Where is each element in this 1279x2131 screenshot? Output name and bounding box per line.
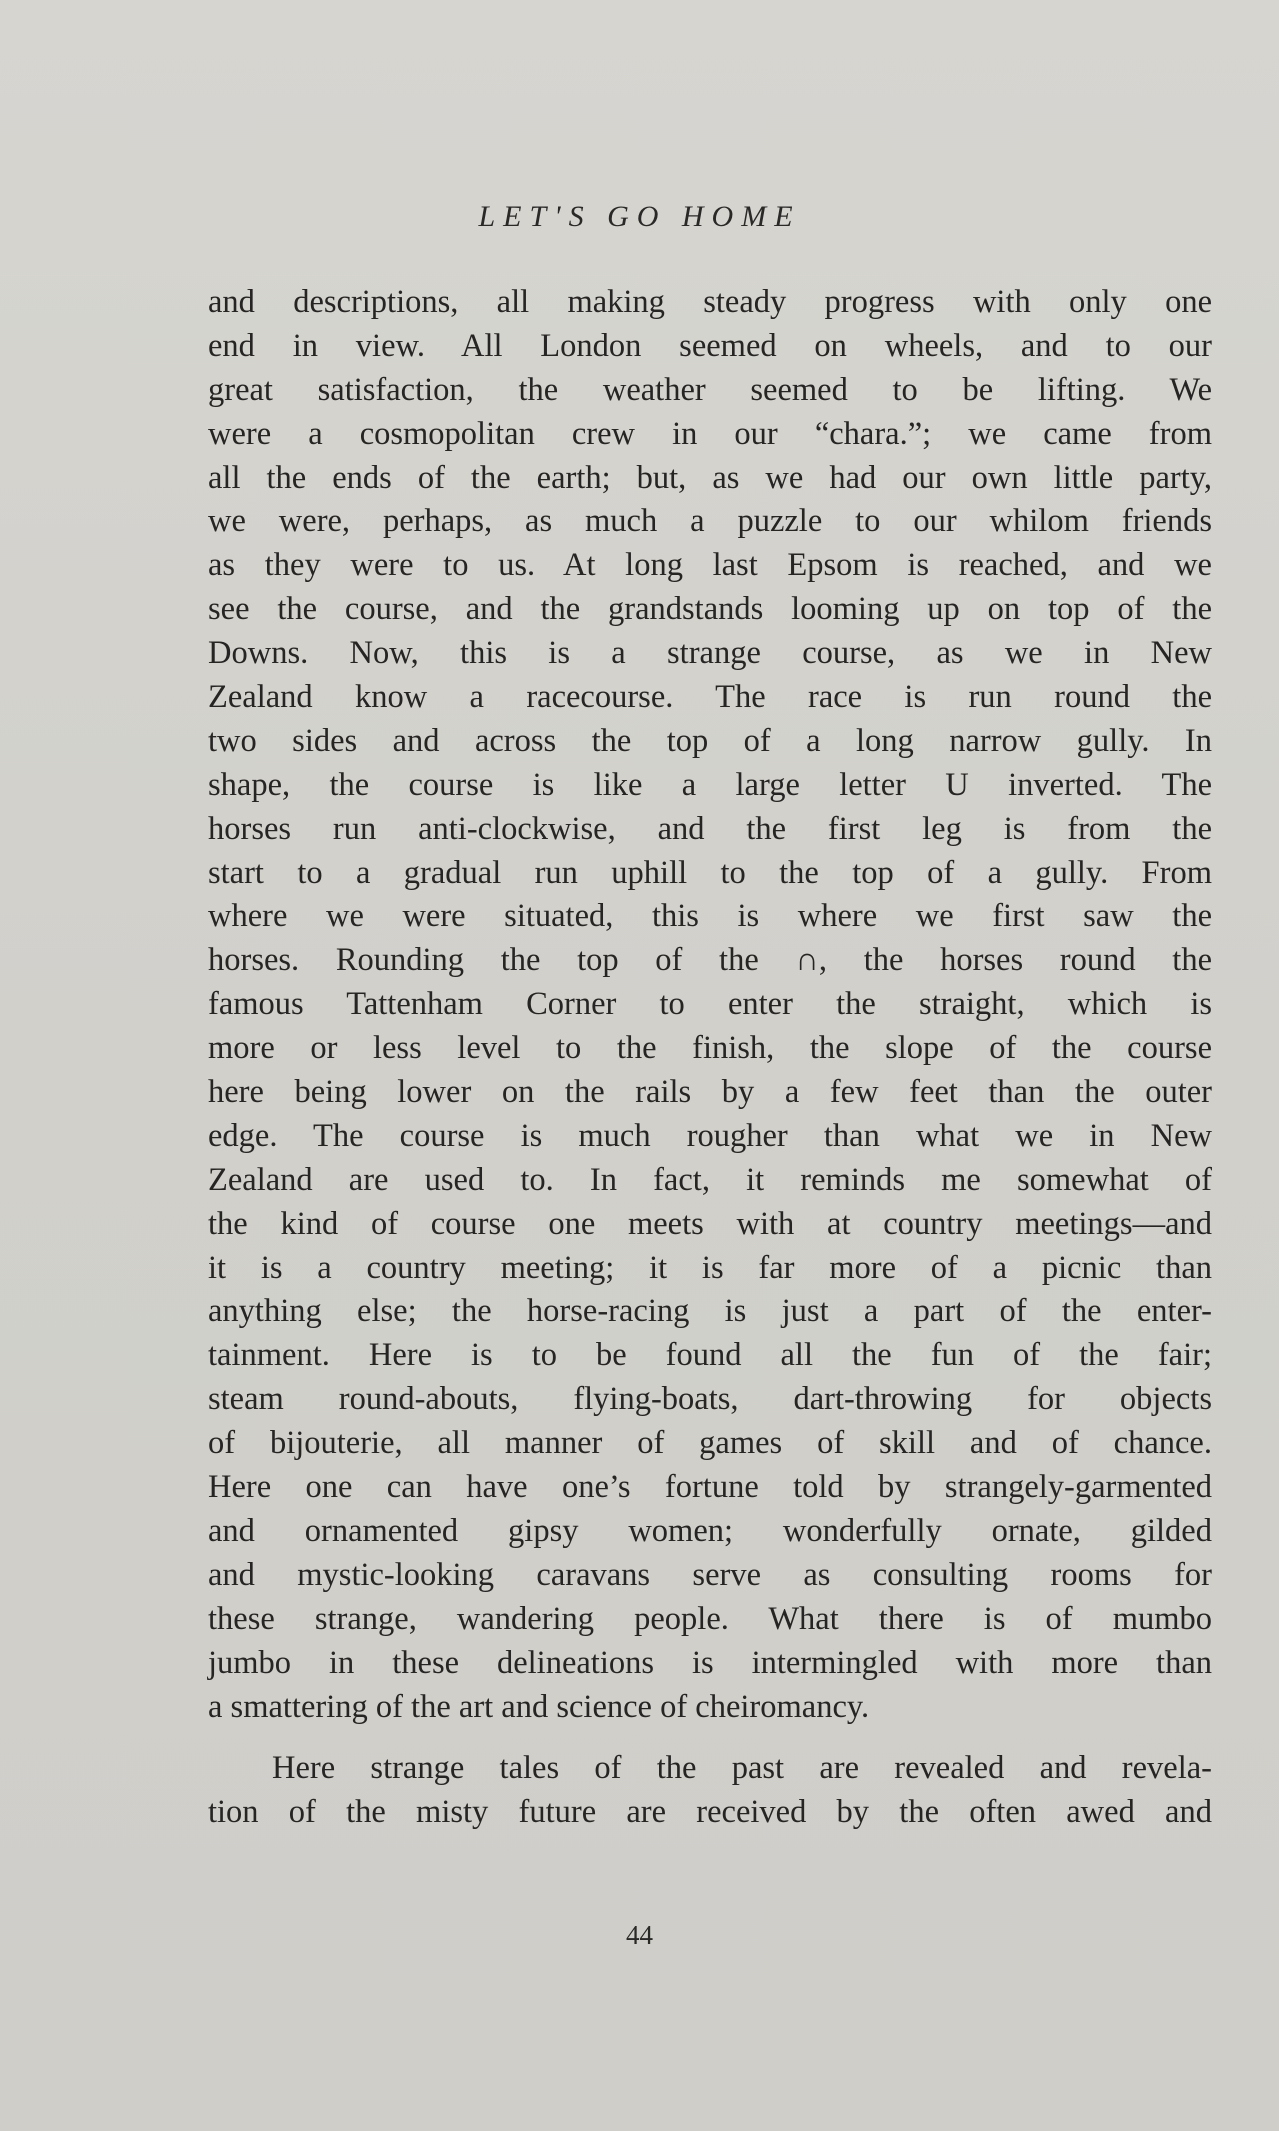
text-line: all the ends of the earth; but, as we had our own little party, [208, 459, 1212, 496]
text-line: edge. The course is much rougher than what we in New [208, 1117, 1212, 1154]
text-line: horses run anti-clockwise, and the first leg is from the [208, 810, 1212, 847]
text-line: Zealand are used to. In fact, it reminds me somewhat of [208, 1161, 1212, 1198]
text-line: great satisfaction, the weather seemed to be lifting. We [208, 371, 1212, 408]
text-line: were a cosmopolitan crew in our “chara.”; we came from [208, 415, 1212, 452]
text-line: Zealand know a racecourse. The race is run round the [208, 679, 1212, 716]
text-line: tion of the misty future are received by the often awed and [208, 1794, 1212, 1831]
running-head: LET'S GO HOME [478, 200, 801, 233]
body-text [208, 281, 1212, 1835]
text-line: steam round-abouts, flying-boats, dart-throwing for objects [208, 1381, 1212, 1418]
text-line: of bijouterie, all manner of games of skill and of chance. [208, 1425, 1212, 1462]
text-line: we were, perhaps, as much a puzzle to our whilom friends [208, 503, 1212, 540]
text-line: more or less level to the finish, the slope of the course [208, 1030, 1212, 1067]
text-line: a smattering of the art and science of cheiromancy. [208, 1688, 870, 1725]
text-line: Downs. Now, this is a strange course, as we in New [208, 635, 1212, 672]
text-line: horses. Rounding the top of the ∩, the horses round the [208, 942, 1212, 979]
text-line: famous Tattenham Corner to enter the straight, which is [208, 986, 1212, 1023]
text-line: these strange, wandering people. What there is of mumbo [208, 1600, 1212, 1637]
text-line: and ornamented gipsy women; wonderfully ornate, gilded [208, 1512, 1212, 1549]
text-line: end in view. All London seemed on wheels, and to our [208, 327, 1212, 364]
text-line: jumbo in these delineations is intermingled with more than [208, 1644, 1212, 1681]
text-line: here being lower on the rails by a few feet than the outer [208, 1074, 1212, 1111]
text-line: and descriptions, all making steady progress with only one [208, 284, 1212, 320]
text-line: see the course, and the grandstands looming up on top of the [208, 591, 1212, 628]
text-line: Here one can have one’s fortune told by strangely-garmented [208, 1469, 1212, 1506]
text-line: two sides and across the top of a long narrow gully. In [208, 722, 1212, 759]
text-line: and mystic-looking caravans serve as consulting rooms for [208, 1556, 1212, 1593]
paragraph-1 [208, 281, 1212, 1729]
paragraph-gap [208, 1729, 1212, 1747]
text-line: the kind of course one meets with at country meetings—and [208, 1205, 1212, 1242]
text-line: it is a country meeting; it is far more of a picnic than [208, 1249, 1212, 1286]
text-line: as they were to us. At long last Epsom is reached, and we [208, 547, 1212, 584]
text-line: where we were situated, this is where we first saw the [208, 898, 1212, 935]
text-line: shape, the course is like a large letter U inverted. The [208, 766, 1212, 803]
text-line: tainment. Here is to be found all the fun of the fair; [208, 1337, 1212, 1374]
text-line: start to a gradual run uphill to the top of a gully. From [208, 854, 1212, 891]
text-line: anything else; the horse-racing is just a part of the enter- [208, 1293, 1212, 1330]
text-line: Here strange tales of the past are revealed and revela- [272, 1750, 1212, 1787]
page-number: 44 [626, 1920, 653, 1950]
paragraph-2 [208, 1747, 1212, 1835]
